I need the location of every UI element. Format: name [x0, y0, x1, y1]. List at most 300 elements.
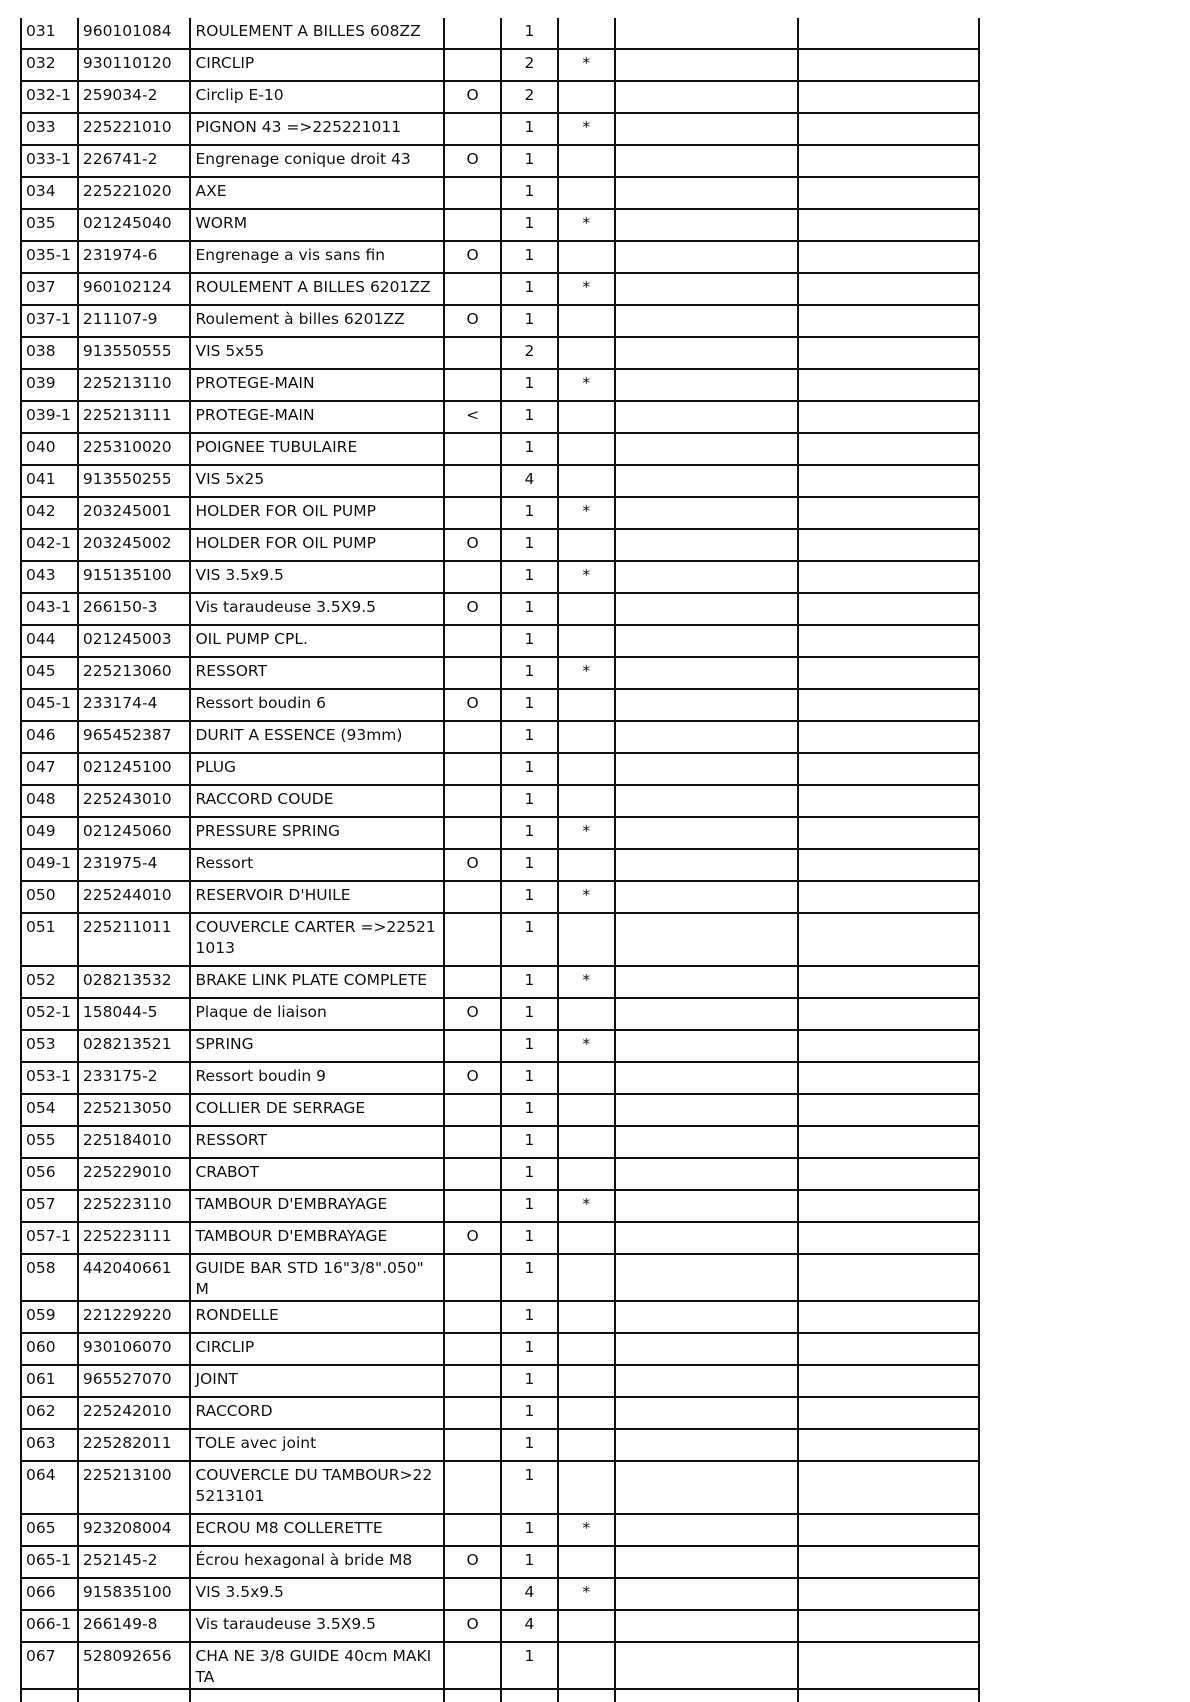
ref-number-cell: 067	[21, 1642, 78, 1689]
quantity-cell: 1	[501, 177, 558, 209]
flag-cell: O	[444, 305, 501, 337]
flag-cell	[444, 113, 501, 145]
blank-cell	[615, 1062, 798, 1094]
mark-cell	[558, 689, 615, 721]
description-cell: VIS 5x25	[190, 465, 444, 497]
quantity-cell: 1	[501, 1222, 558, 1254]
quantity-cell: 1	[501, 1514, 558, 1546]
part-number-cell: 930110120	[78, 49, 191, 81]
part-number-cell: 211107-9	[78, 305, 191, 337]
table-row	[21, 1301, 979, 1333]
description-cell: VIS 3.5x9.5	[190, 1578, 444, 1610]
part-number-cell: 225223111	[78, 1222, 191, 1254]
quantity-cell: 1	[501, 1190, 558, 1222]
description-cell: PIGNON 43 =>225221011	[190, 113, 444, 145]
description-cell: CIRCLIP	[190, 1333, 444, 1365]
part-number-cell: 225221020	[78, 177, 191, 209]
table-row	[21, 1333, 979, 1365]
part-number-cell: 225211011	[78, 913, 191, 966]
part-number-cell: 225244010	[78, 881, 191, 913]
description-cell: VIS 3.5x9.5	[190, 561, 444, 593]
blank-cell	[615, 369, 798, 401]
mark-cell	[558, 305, 615, 337]
flag-cell	[444, 18, 501, 49]
mark-cell	[558, 1429, 615, 1461]
part-number-cell: 233174-4	[78, 689, 191, 721]
part-number-cell: 225213111	[78, 401, 191, 433]
flag-cell	[444, 1397, 501, 1429]
blank-cell	[615, 177, 798, 209]
part-number-cell: 965527070	[78, 1365, 191, 1397]
quantity-cell: 1	[501, 966, 558, 998]
part-number-cell: 442040661	[78, 1254, 191, 1301]
table-row	[21, 881, 979, 913]
blank-cell	[615, 721, 798, 753]
blank-cell	[798, 1062, 979, 1094]
mark-cell: *	[558, 113, 615, 145]
blank-cell	[615, 881, 798, 913]
table-row	[21, 1578, 979, 1610]
blank-cell	[615, 465, 798, 497]
description-cell: BRAKE LINK PLATE COMPLETE	[190, 966, 444, 998]
description-cell: JOINT	[190, 1365, 444, 1397]
flag-cell	[444, 625, 501, 657]
flag-cell	[444, 1642, 501, 1689]
part-number-cell: 231974-6	[78, 241, 191, 273]
mark-cell	[558, 1094, 615, 1126]
part-number-cell: 225213060	[78, 657, 191, 689]
mark-cell: *	[558, 273, 615, 305]
description-cell: POIGNEE TUBULAIRE	[190, 433, 444, 465]
blank-cell	[615, 785, 798, 817]
blank-cell	[615, 273, 798, 305]
flag-cell	[444, 49, 501, 81]
quantity-cell: 1	[501, 593, 558, 625]
description-cell: CIRCLIP	[190, 49, 444, 81]
table-row	[21, 305, 979, 337]
quantity-cell: 1	[501, 113, 558, 145]
table-row	[21, 561, 979, 593]
quantity-cell: 4	[501, 1578, 558, 1610]
mark-cell: *	[558, 1578, 615, 1610]
ref-number-cell: 042	[21, 497, 78, 529]
flag-cell	[444, 465, 501, 497]
mark-cell: *	[558, 497, 615, 529]
description-cell: Ressort boudin 6	[190, 689, 444, 721]
blank-cell	[615, 1610, 798, 1642]
blank-cell	[798, 785, 979, 817]
table-row	[21, 273, 979, 305]
blank-cell	[798, 1333, 979, 1365]
description-cell: COUVERCLE DU TAMBOUR>225213101	[190, 1461, 444, 1514]
blank-cell	[615, 1094, 798, 1126]
mark-cell	[558, 465, 615, 497]
ref-number-cell: 056	[21, 1158, 78, 1190]
quantity-cell: 1	[501, 1301, 558, 1333]
mark-cell	[558, 401, 615, 433]
flag-cell: O	[444, 1062, 501, 1094]
description-cell: Engrenage conique droit 43	[190, 145, 444, 177]
ref-number-cell: 060	[21, 1333, 78, 1365]
blank-cell	[615, 1254, 798, 1301]
part-number-cell: 225213110	[78, 369, 191, 401]
blank-cell	[615, 625, 798, 657]
part-number-cell: 915835100	[78, 1578, 191, 1610]
flag-cell: <	[444, 401, 501, 433]
part-number-cell: 915135100	[78, 561, 191, 593]
mark-cell	[558, 721, 615, 753]
flag-cell: O	[444, 145, 501, 177]
mark-cell	[558, 1222, 615, 1254]
quantity-cell: 4	[501, 465, 558, 497]
blank-cell	[615, 401, 798, 433]
blank-cell	[615, 593, 798, 625]
table-row	[21, 1126, 979, 1158]
part-number-cell: 225242010	[78, 1397, 191, 1429]
ref-number-cell: 050	[21, 881, 78, 913]
ref-number-cell: 061	[21, 1365, 78, 1397]
blank-cell	[798, 753, 979, 785]
blank-cell	[798, 337, 979, 369]
flag-cell	[444, 1254, 501, 1301]
ref-number-cell: 040	[21, 433, 78, 465]
description-cell: RACCORD	[190, 1397, 444, 1429]
part-number-cell: 203245002	[78, 529, 191, 561]
quantity-cell: 1	[501, 1126, 558, 1158]
table-row	[21, 913, 979, 966]
mark-cell	[558, 785, 615, 817]
flag-cell	[444, 1461, 501, 1514]
description-cell: ROULEMENT A BILLES 6201ZZ	[190, 273, 444, 305]
quantity-cell: 1	[501, 1546, 558, 1578]
ref-number-cell: 035	[21, 209, 78, 241]
parts-list-sheet	[20, 18, 980, 1702]
mark-cell	[558, 1610, 615, 1642]
description-cell: RESSORT	[190, 1126, 444, 1158]
blank-cell	[798, 529, 979, 561]
ref-number-cell: 059	[21, 1301, 78, 1333]
description-cell: SPRING	[190, 1030, 444, 1062]
table-row	[21, 1642, 979, 1689]
flag-cell	[444, 273, 501, 305]
quantity-cell: 1	[501, 497, 558, 529]
description-cell: PROTEGE-MAIN	[190, 401, 444, 433]
quantity-cell: 1	[501, 881, 558, 913]
ref-number-cell: 034	[21, 177, 78, 209]
part-number-cell: 233175-2	[78, 1062, 191, 1094]
flag-cell: O	[444, 998, 501, 1030]
ref-number-cell: 037	[21, 273, 78, 305]
quantity-cell: 1	[501, 209, 558, 241]
blank-cell	[615, 1642, 798, 1689]
description-cell: Ressort	[190, 849, 444, 881]
description-cell: Vis taraudeuse 3.5X9.5	[190, 1610, 444, 1642]
part-number-cell: 021245003	[78, 625, 191, 657]
blank-cell	[798, 305, 979, 337]
part-number-cell: 913550255	[78, 465, 191, 497]
quantity-cell: 1	[501, 1094, 558, 1126]
table-row	[21, 1461, 979, 1514]
quantity-cell: 1	[501, 913, 558, 966]
description-cell: Ressort boudin 9	[190, 1062, 444, 1094]
quantity-cell: 2	[501, 49, 558, 81]
table-row	[21, 625, 979, 657]
table-row	[21, 1030, 979, 1062]
flag-cell	[444, 966, 501, 998]
ref-number-cell: 047	[21, 753, 78, 785]
part-number-cell: 923208004	[78, 1514, 191, 1546]
ref-number-cell: 053	[21, 1030, 78, 1062]
mark-cell	[558, 998, 615, 1030]
quantity-cell: 1	[501, 1461, 558, 1514]
mark-cell	[558, 1461, 615, 1514]
blank-cell	[798, 881, 979, 913]
part-number-cell: 028213521	[78, 1030, 191, 1062]
mark-cell	[558, 1254, 615, 1301]
flag-cell	[444, 369, 501, 401]
ref-number-cell: 046	[21, 721, 78, 753]
mark-cell	[558, 529, 615, 561]
part-number-cell: 266149-8	[78, 1610, 191, 1642]
description-cell: TAMBOUR D'EMBRAYAGE	[190, 1222, 444, 1254]
mark-cell: *	[558, 966, 615, 998]
ref-number-cell: 033	[21, 113, 78, 145]
description-cell: PROTEGE-MAIN	[190, 369, 444, 401]
flag-cell	[444, 785, 501, 817]
description-cell: Vis taraudeuse 3.5X9.5	[190, 593, 444, 625]
ref-number-cell: 058	[21, 1254, 78, 1301]
mark-cell	[558, 1301, 615, 1333]
mark-cell: *	[558, 209, 615, 241]
table-row	[21, 113, 979, 145]
table-row	[21, 433, 979, 465]
quantity-cell: 1	[501, 1030, 558, 1062]
table-row-continuation	[21, 1689, 979, 1702]
ref-number-cell: 066-1	[21, 1610, 78, 1642]
description-cell: COUVERCLE CARTER =>225211013	[190, 913, 444, 966]
flag-cell	[444, 1126, 501, 1158]
blank-cell	[615, 657, 798, 689]
ref-number-cell: 063	[21, 1429, 78, 1461]
part-number-cell: 960101084	[78, 18, 191, 49]
description-cell: VIS 5x55	[190, 337, 444, 369]
description-cell: RESERVOIR D'HUILE	[190, 881, 444, 913]
mark-cell	[558, 18, 615, 49]
blank-cell	[798, 1578, 979, 1610]
description-cell: ROULEMENT A BILLES 608ZZ	[190, 18, 444, 49]
mark-cell: *	[558, 1514, 615, 1546]
blank-cell	[798, 1222, 979, 1254]
table-row	[21, 1094, 979, 1126]
flag-cell: O	[444, 689, 501, 721]
flag-cell	[444, 1333, 501, 1365]
quantity-cell: 1	[501, 401, 558, 433]
ref-number-cell: 064	[21, 1461, 78, 1514]
blank-cell	[798, 177, 979, 209]
blank-cell	[798, 966, 979, 998]
quantity-cell: 1	[501, 689, 558, 721]
description-cell: RACCORD COUDE	[190, 785, 444, 817]
flag-cell: O	[444, 241, 501, 273]
blank-cell	[190, 1689, 444, 1702]
ref-number-cell: 045	[21, 657, 78, 689]
blank-cell	[798, 721, 979, 753]
flag-cell	[444, 337, 501, 369]
mark-cell	[558, 1546, 615, 1578]
blank-cell	[615, 305, 798, 337]
blank-cell	[798, 1397, 979, 1429]
quantity-cell: 1	[501, 625, 558, 657]
mark-cell	[558, 1158, 615, 1190]
table-row	[21, 49, 979, 81]
table-row	[21, 657, 979, 689]
blank-cell	[78, 1689, 191, 1702]
table-row	[21, 369, 979, 401]
ref-number-cell: 055	[21, 1126, 78, 1158]
blank-cell	[615, 753, 798, 785]
part-number-cell: 528092656	[78, 1642, 191, 1689]
blank-cell	[798, 433, 979, 465]
table-row	[21, 817, 979, 849]
mark-cell: *	[558, 369, 615, 401]
table-row	[21, 849, 979, 881]
part-number-cell: 259034-2	[78, 81, 191, 113]
mark-cell	[558, 177, 615, 209]
quantity-cell: 1	[501, 1333, 558, 1365]
table-row	[21, 529, 979, 561]
flag-cell	[444, 1158, 501, 1190]
blank-cell	[798, 1689, 979, 1702]
table-row	[21, 593, 979, 625]
quantity-cell: 1	[501, 1397, 558, 1429]
blank-cell	[615, 145, 798, 177]
blank-cell	[615, 689, 798, 721]
table-row	[21, 497, 979, 529]
blank-cell	[798, 1158, 979, 1190]
description-cell: PLUG	[190, 753, 444, 785]
blank-cell	[798, 241, 979, 273]
parts-table-body	[21, 18, 979, 1702]
description-cell: AXE	[190, 177, 444, 209]
part-number-cell: 225184010	[78, 1126, 191, 1158]
blank-cell	[798, 817, 979, 849]
blank-cell	[798, 49, 979, 81]
blank-cell	[615, 1546, 798, 1578]
part-number-cell: 930106070	[78, 1333, 191, 1365]
part-number-cell: 021245060	[78, 817, 191, 849]
part-number-cell: 231975-4	[78, 849, 191, 881]
part-number-cell: 225243010	[78, 785, 191, 817]
table-row	[21, 1365, 979, 1397]
blank-cell	[615, 497, 798, 529]
description-cell: DURIT A ESSENCE (93mm)	[190, 721, 444, 753]
blank-cell	[798, 657, 979, 689]
blank-cell	[615, 113, 798, 145]
blank-cell	[798, 465, 979, 497]
mark-cell	[558, 241, 615, 273]
blank-cell	[798, 1094, 979, 1126]
mark-cell: *	[558, 49, 615, 81]
quantity-cell: 2	[501, 81, 558, 113]
part-number-cell: 225223110	[78, 1190, 191, 1222]
quantity-cell: 4	[501, 1610, 558, 1642]
part-number-cell: 028213532	[78, 966, 191, 998]
flag-cell: O	[444, 849, 501, 881]
blank-cell	[798, 1642, 979, 1689]
ref-number-cell: 053-1	[21, 1062, 78, 1094]
blank-cell	[798, 998, 979, 1030]
quantity-cell: 1	[501, 273, 558, 305]
blank-cell	[798, 561, 979, 593]
mark-cell	[558, 1397, 615, 1429]
quantity-cell: 1	[501, 433, 558, 465]
ref-number-cell: 057-1	[21, 1222, 78, 1254]
flag-cell: O	[444, 1610, 501, 1642]
part-number-cell: 158044-5	[78, 998, 191, 1030]
blank-cell	[798, 913, 979, 966]
mark-cell: *	[558, 561, 615, 593]
table-row	[21, 1514, 979, 1546]
flag-cell: O	[444, 529, 501, 561]
blank-cell	[798, 689, 979, 721]
flag-cell	[444, 721, 501, 753]
blank-cell	[798, 273, 979, 305]
blank-cell	[798, 209, 979, 241]
flag-cell	[444, 1578, 501, 1610]
flag-cell	[444, 433, 501, 465]
blank-cell	[615, 1030, 798, 1062]
table-row	[21, 1222, 979, 1254]
description-cell: PRESSURE SPRING	[190, 817, 444, 849]
description-cell: HOLDER FOR OIL PUMP	[190, 529, 444, 561]
table-row	[21, 753, 979, 785]
blank-cell	[798, 81, 979, 113]
quantity-cell: 1	[501, 998, 558, 1030]
table-row	[21, 465, 979, 497]
quantity-cell: 1	[501, 721, 558, 753]
blank-cell	[558, 1689, 615, 1702]
flag-cell: O	[444, 593, 501, 625]
blank-cell	[798, 1461, 979, 1514]
ref-number-cell: 051	[21, 913, 78, 966]
mark-cell	[558, 433, 615, 465]
flag-cell	[444, 177, 501, 209]
description-cell: WORM	[190, 209, 444, 241]
blank-cell	[798, 145, 979, 177]
blank-cell	[798, 849, 979, 881]
blank-cell	[615, 998, 798, 1030]
blank-cell	[615, 241, 798, 273]
ref-number-cell: 052-1	[21, 998, 78, 1030]
ref-number-cell: 037-1	[21, 305, 78, 337]
table-row	[21, 81, 979, 113]
part-number-cell: 225213050	[78, 1094, 191, 1126]
mark-cell	[558, 913, 615, 966]
blank-cell	[615, 1578, 798, 1610]
description-cell: GUIDE BAR STD 16"3/8".050" M	[190, 1254, 444, 1301]
mark-cell	[558, 625, 615, 657]
ref-number-cell: 042-1	[21, 529, 78, 561]
quantity-cell: 1	[501, 561, 558, 593]
part-number-cell: 225221010	[78, 113, 191, 145]
flag-cell	[444, 1514, 501, 1546]
quantity-cell: 1	[501, 1365, 558, 1397]
quantity-cell: 1	[501, 529, 558, 561]
flag-cell: O	[444, 1222, 501, 1254]
blank-cell	[798, 369, 979, 401]
flag-cell	[444, 209, 501, 241]
ref-number-cell: 049-1	[21, 849, 78, 881]
